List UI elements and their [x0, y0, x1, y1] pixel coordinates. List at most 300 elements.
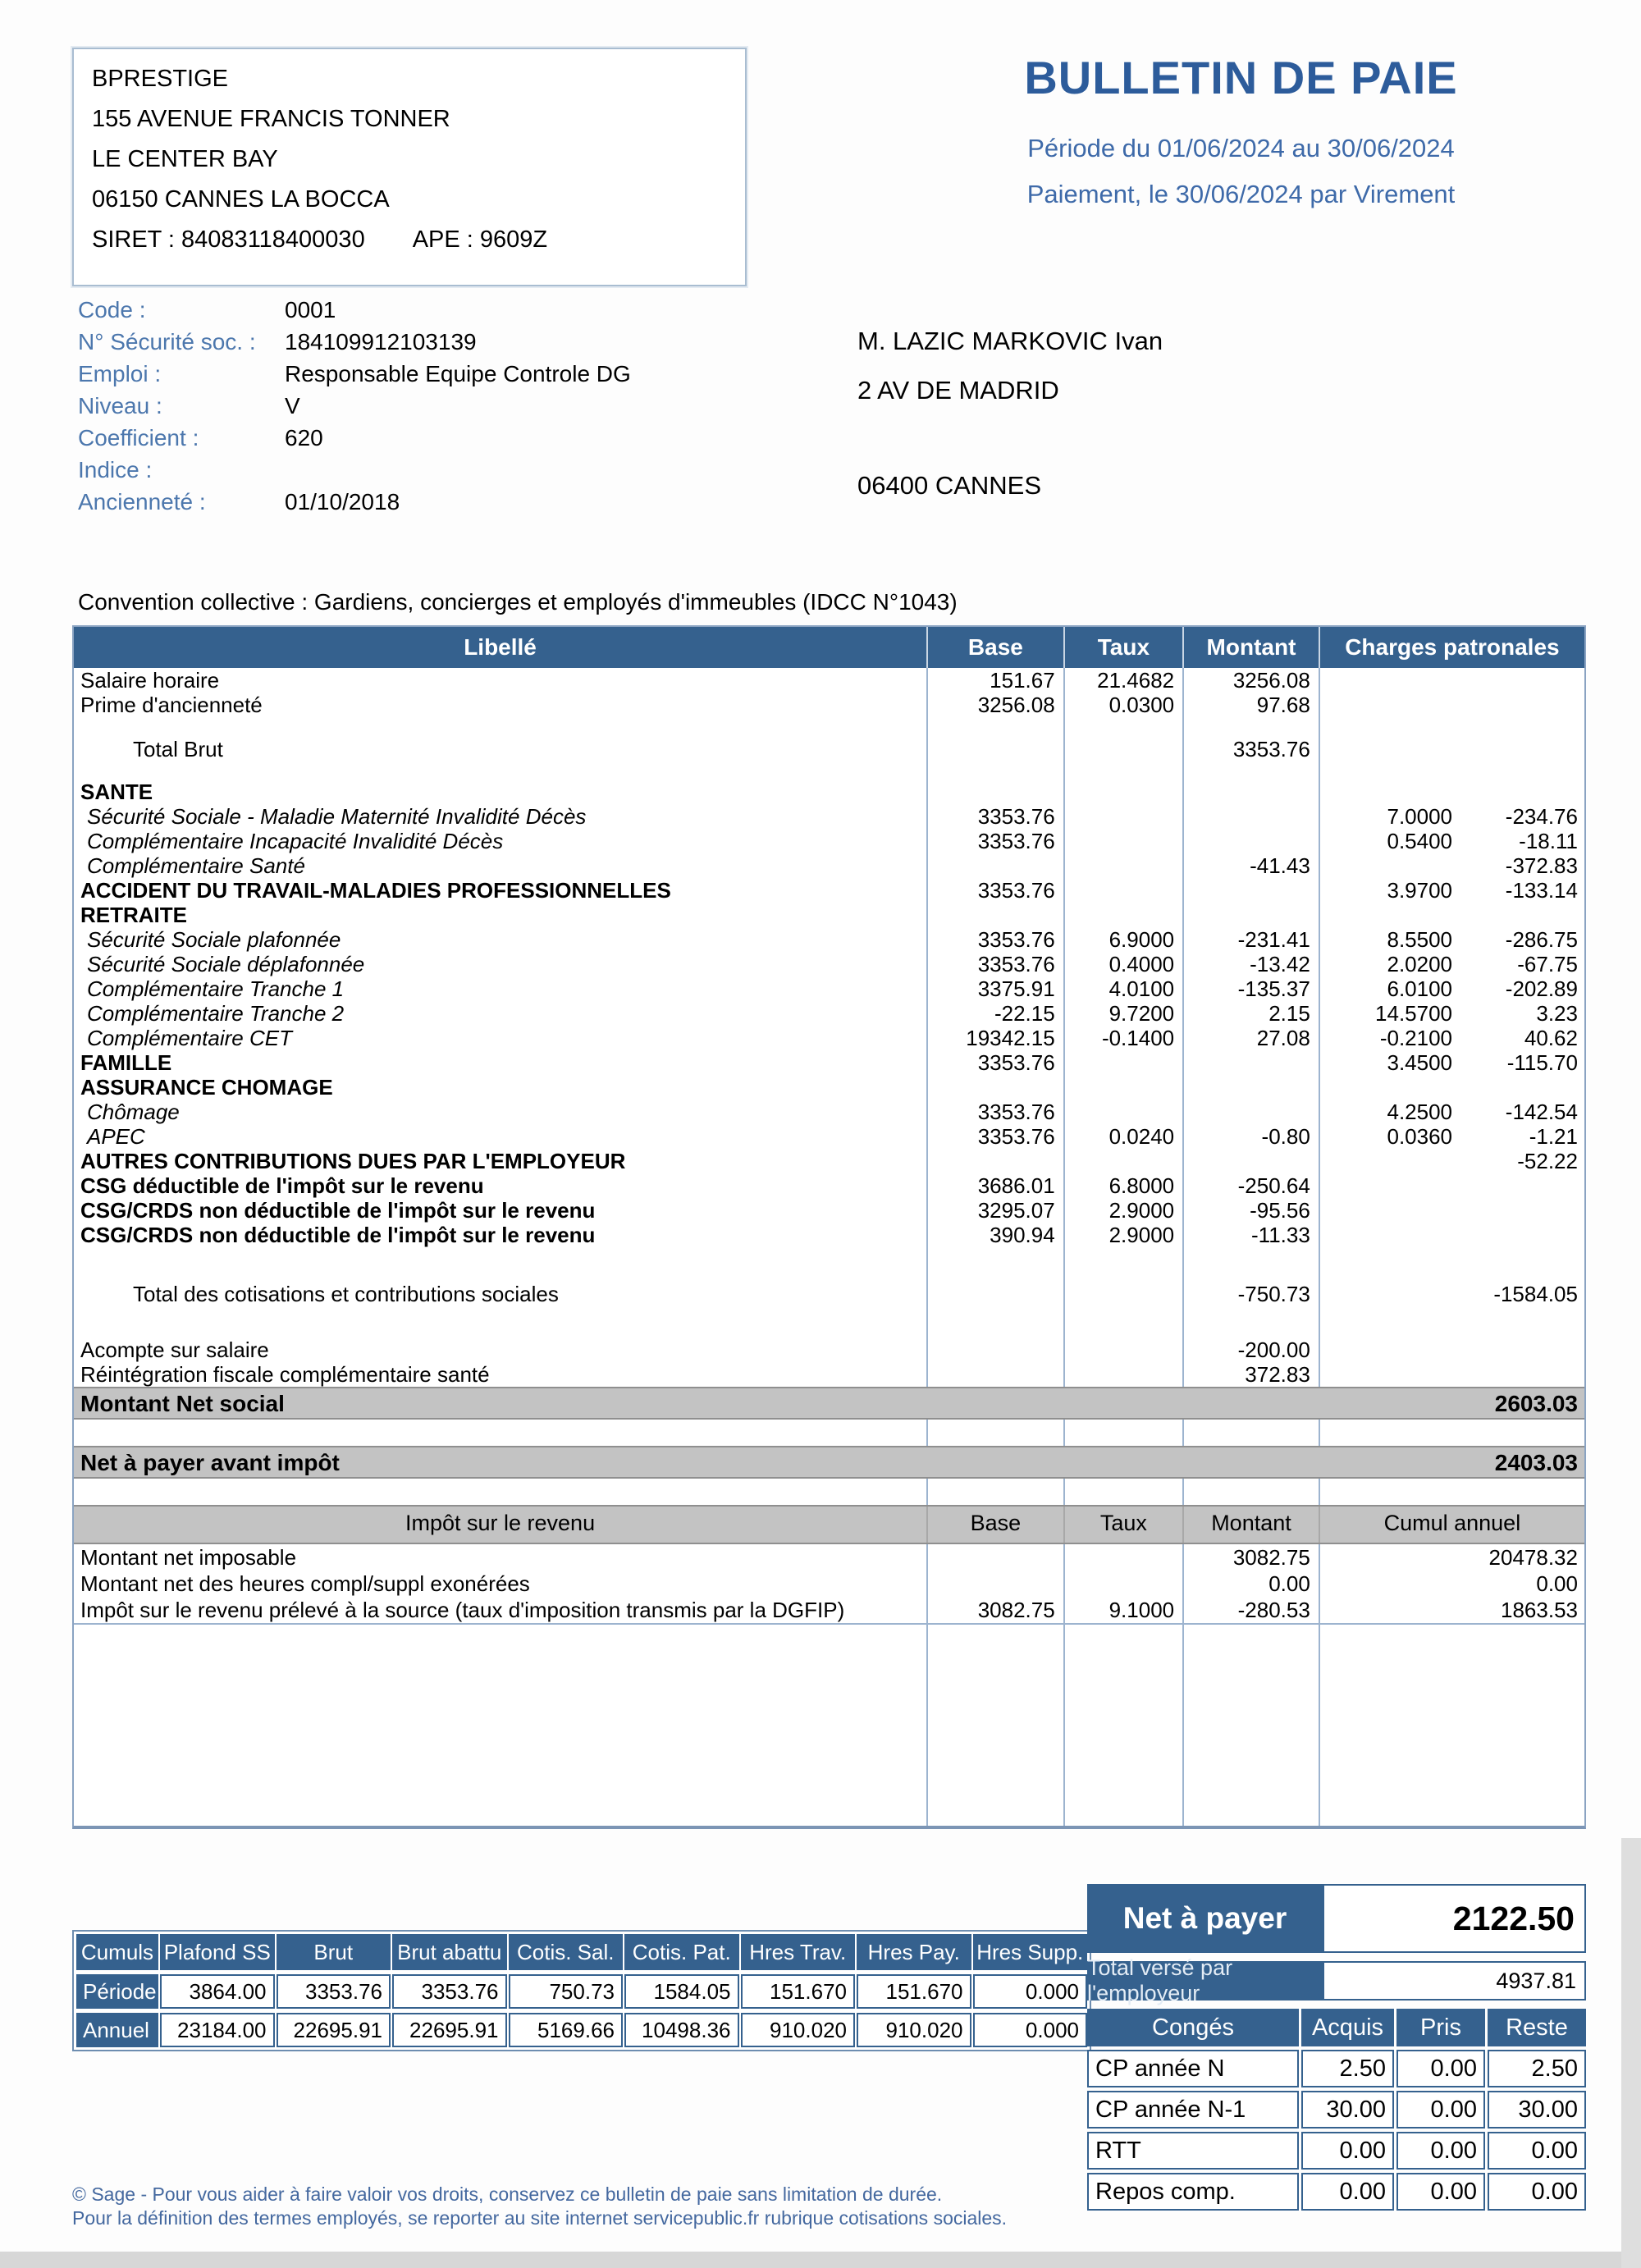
- row-employer-rate: 0.5400: [1387, 829, 1453, 853]
- row-employer-amount: -52.22: [1517, 1149, 1578, 1173]
- pay-period: Période du 01/06/2024 au 30/06/2024: [1027, 134, 1455, 162]
- totals-value-cell: 151.670: [741, 1974, 856, 2009]
- tax-row-base: 3082.75: [928, 1597, 1065, 1623]
- info-row: [78, 358, 631, 390]
- row-employer-amount: -1584.05: [1493, 1282, 1578, 1306]
- row-base: [928, 1337, 1065, 1362]
- row-label: Complémentaire Tranche 1: [74, 976, 928, 1001]
- page-title: BULLETIN DE PAIE: [1024, 52, 1458, 103]
- totals-header-cell: Cotis. Sal.: [509, 1934, 624, 1970]
- row-label: FAMILLE: [74, 1050, 928, 1075]
- table-row: [74, 1026, 1584, 1050]
- row-montant: [1184, 1050, 1320, 1075]
- totals-header-cell: Brut: [277, 1934, 391, 1970]
- info-label: Ancienneté :: [78, 489, 206, 514]
- info-label: Coefficient :: [78, 425, 199, 450]
- tax-row-montant: 3082.75: [1184, 1544, 1320, 1571]
- leave-row-label: RTT: [1087, 2132, 1299, 2170]
- totals-value-cell: 910.020: [857, 2013, 971, 2047]
- employer-address-1: 155 AVENUE FRANCIS TONNER: [92, 106, 450, 132]
- row-taux: [1065, 1075, 1184, 1100]
- row-base: [928, 737, 1065, 761]
- info-row: [78, 390, 631, 422]
- leave-header-cell: Reste: [1488, 2009, 1586, 2046]
- spacer-row: [74, 761, 1584, 780]
- row-employer-amount: [1460, 1247, 1584, 1282]
- row-montant: -0.80: [1184, 1124, 1320, 1149]
- employer-siret: SIRET : 84083118400030: [92, 226, 365, 253]
- row-label: [74, 717, 928, 737]
- table-row: [74, 1075, 1584, 1100]
- row-base: 3353.76: [928, 1100, 1065, 1124]
- tax-row-taux: [1065, 1544, 1184, 1571]
- row-base: [928, 780, 1065, 804]
- row-employer-amount: [1460, 668, 1584, 693]
- row-employer-rate: 3.4500: [1387, 1050, 1453, 1075]
- table-row: [74, 780, 1584, 804]
- row-taux: 0.0240: [1065, 1124, 1184, 1149]
- row-taux: -0.1400: [1065, 1026, 1184, 1050]
- row-montant: 3353.76: [1184, 737, 1320, 761]
- net-pay-row: [1087, 1884, 1586, 1953]
- tax-col-base: Base: [928, 1507, 1065, 1543]
- table-row: [74, 903, 1584, 927]
- tax-row-cumul: 1863.53: [1501, 1598, 1578, 1622]
- row-label: Sécurité Sociale plafonnée: [74, 927, 928, 952]
- info-value: 0001: [285, 297, 336, 322]
- employee-city: 06400 CANNES: [857, 471, 1042, 500]
- totals-row-label: Annuel: [76, 2013, 158, 2047]
- row-montant: -231.41: [1184, 927, 1320, 952]
- footer: [72, 2183, 1007, 2230]
- net-before-tax-label: Net à payer avant impôt: [80, 1450, 340, 1475]
- row-label: Total des cotisations et contributions sociales: [74, 1282, 928, 1306]
- row-taux: 6.9000: [1065, 927, 1184, 952]
- row-label: ACCIDENT DU TRAVAIL-MALADIES PROFESSIONNELLES: [74, 878, 928, 903]
- tax-row-montant: -280.53: [1184, 1597, 1320, 1623]
- row-employer-amount: [1460, 737, 1584, 761]
- net-pay-block: [1087, 1884, 1586, 2211]
- row-label: SANTE: [74, 780, 928, 804]
- info-row: [78, 326, 631, 358]
- pay-table-header: [74, 627, 1584, 668]
- employer-total-label: Total versé par l'employeur: [1087, 1961, 1323, 2001]
- tax-row-base: [928, 1571, 1065, 1597]
- table-row: [74, 927, 1584, 952]
- row-employer-amount: [1460, 717, 1584, 737]
- row-montant: 2.15: [1184, 1001, 1320, 1026]
- row-label: Sécurité Sociale déplafonnée: [74, 952, 928, 976]
- info-value: 620: [285, 425, 323, 450]
- row-employer-amount: [1460, 903, 1584, 927]
- row-taux: 21.4682: [1065, 668, 1184, 693]
- collective-agreement: Convention collective : Gardiens, concierges et employés d'immeubles (IDCC N°1043): [78, 589, 958, 615]
- tax-row-taux: 9.1000: [1065, 1597, 1184, 1623]
- table-row: [74, 668, 1584, 693]
- totals-row-label: Période: [76, 1974, 158, 2009]
- row-taux: [1065, 878, 1184, 903]
- row-employer-amount: [1460, 1306, 1584, 1337]
- row-montant: 3256.08: [1184, 668, 1320, 693]
- leave-header-cell: Acquis: [1301, 2009, 1394, 2046]
- row-label: [74, 761, 928, 780]
- leave-value-cell: 0.00: [1488, 2173, 1586, 2211]
- row-taux: [1065, 1282, 1184, 1306]
- row-montant: [1184, 829, 1320, 853]
- income-tax-row: [74, 1597, 1584, 1623]
- row-employer-amount: [1460, 761, 1584, 780]
- row-taux: [1065, 1100, 1184, 1124]
- row-employer-rate: [1320, 737, 1460, 761]
- row-employer-rate: [1320, 1337, 1460, 1362]
- tax-row-base: [928, 1544, 1065, 1571]
- row-base: 3375.91: [928, 976, 1065, 1001]
- info-value: Responsable Equipe Controle DG: [285, 361, 631, 386]
- row-montant: [1184, 780, 1320, 804]
- row-taux: [1065, 1247, 1184, 1282]
- row-employer-amount: [1460, 1223, 1584, 1247]
- row-taux: [1065, 761, 1184, 780]
- tax-row-label: Impôt sur le revenu prélevé à la source (taux d'imposition transmis par la DGFIP): [74, 1597, 928, 1623]
- info-row: [78, 294, 631, 326]
- income-tax-header: [74, 1505, 1584, 1544]
- table-row: [74, 1149, 1584, 1173]
- table-row: [74, 1223, 1584, 1247]
- net-social-label: Montant Net social: [80, 1391, 285, 1416]
- info-label: N° Sécurité soc. :: [78, 329, 256, 354]
- table-row: [74, 1337, 1584, 1362]
- col-header-montant: Montant: [1184, 627, 1320, 668]
- page-right-edge: [1621, 1838, 1641, 2268]
- info-label: Indice :: [78, 457, 153, 482]
- row-montant: -95.56: [1184, 1198, 1320, 1223]
- col-header-taux: Taux: [1065, 627, 1184, 668]
- row-employer-amount: 40.62: [1524, 1026, 1578, 1050]
- tax-row-montant: 0.00: [1184, 1571, 1320, 1597]
- table-row: [74, 829, 1584, 853]
- row-employer-rate: [1320, 1198, 1460, 1223]
- table-row: [74, 1362, 1584, 1387]
- row-taux: 0.4000: [1065, 952, 1184, 976]
- row-base: 3353.76: [928, 878, 1065, 903]
- income-tax-row: [74, 1571, 1584, 1597]
- row-base: 3353.76: [928, 927, 1065, 952]
- page-bottom-edge: [0, 2252, 1641, 2268]
- leave-value-cell: 0.00: [1488, 2132, 1586, 2170]
- info-row: [78, 486, 631, 518]
- row-base: [928, 717, 1065, 737]
- row-taux: [1065, 780, 1184, 804]
- row-montant: [1184, 804, 1320, 829]
- employer-address-3: 06150 CANNES LA BOCCA: [92, 186, 390, 213]
- totals-header-cell: Hres Supp.: [973, 1934, 1088, 1970]
- row-label: AUTRES CONTRIBUTIONS DUES PAR L'EMPLOYEUR: [74, 1149, 928, 1173]
- leave-value-cell: 0.00: [1301, 2132, 1394, 2170]
- row-label: Salaire horaire: [74, 668, 928, 693]
- row-employer-rate: [1320, 853, 1460, 878]
- totals-value-cell: 0.000: [973, 2013, 1088, 2047]
- totals-value-cell: 5169.66: [509, 2013, 624, 2047]
- pay-table: [72, 625, 1586, 1829]
- row-employer-rate: 6.0100: [1387, 976, 1453, 1001]
- row-employer-rate: 8.5500: [1387, 927, 1453, 952]
- row-base: 3353.76: [928, 1124, 1065, 1149]
- tax-row-cumul: 0.00: [1536, 1571, 1578, 1596]
- row-label: [74, 1306, 928, 1337]
- row-employer-rate: 3.9700: [1387, 878, 1453, 903]
- col-header-base: Base: [928, 627, 1065, 668]
- row-taux: [1065, 853, 1184, 878]
- row-base: 3353.76: [928, 1050, 1065, 1075]
- totals-table: [72, 1930, 1091, 2051]
- row-label: CSG/CRDS non déductible de l'impôt sur le revenu: [74, 1223, 928, 1247]
- row-label: Réintégration fiscale complémentaire santé: [74, 1362, 928, 1387]
- row-employer-amount: [1460, 1198, 1584, 1223]
- leave-header-cell: Pris: [1396, 2009, 1485, 2046]
- row-employer-amount: [1460, 780, 1584, 804]
- row-employer-amount: [1460, 1075, 1584, 1100]
- employer-total-row: [1087, 1955, 1586, 2005]
- row-montant: -13.42: [1184, 952, 1320, 976]
- tax-row-label: Montant net des heures compl/suppl exonérées: [74, 1571, 928, 1597]
- totals-value-cell: 22695.91: [277, 2013, 391, 2047]
- row-montant: [1184, 878, 1320, 903]
- row-taux: [1065, 737, 1184, 761]
- employer-address-2: LE CENTER BAY: [92, 146, 278, 172]
- tax-row-taux: [1065, 1571, 1184, 1597]
- row-montant: -41.43: [1184, 853, 1320, 878]
- row-employer-amount: -133.14: [1505, 878, 1578, 903]
- row-montant: [1184, 761, 1320, 780]
- info-label: Emploi :: [78, 361, 162, 386]
- tax-col-cumul: Cumul annuel: [1383, 1511, 1521, 1535]
- row-employer-amount: -115.70: [1506, 1050, 1578, 1075]
- row-label: Acompte sur salaire: [74, 1337, 928, 1362]
- row-taux: [1065, 1337, 1184, 1362]
- table-row: [74, 737, 1584, 761]
- leave-value-cell: 0.00: [1396, 2132, 1485, 2170]
- table-row: [74, 976, 1584, 1001]
- row-base: [928, 1282, 1065, 1306]
- totals-value-cell: 3864.00: [160, 1974, 275, 2009]
- leave-row-label: CP année N-1: [1087, 2091, 1299, 2129]
- row-base: [928, 761, 1065, 780]
- row-taux: [1065, 804, 1184, 829]
- table-row: [74, 1124, 1584, 1149]
- tax-row-cumul: 20478.32: [1488, 1545, 1578, 1570]
- row-employer-rate: [1320, 717, 1460, 737]
- row-base: 3353.76: [928, 952, 1065, 976]
- row-employer-amount: [1460, 1362, 1584, 1387]
- info-label: Niveau :: [78, 393, 162, 418]
- totals-header-cell: Plafond SS: [160, 1934, 275, 1970]
- row-label: CSG déductible de l'impôt sur le revenu: [74, 1173, 928, 1198]
- tax-col-montant: Montant: [1184, 1507, 1320, 1543]
- payment-date: Paiement, le 30/06/2024 par Virement: [1026, 180, 1456, 208]
- row-employer-rate: [1320, 761, 1460, 780]
- leave-value-cell: 0.00: [1301, 2173, 1394, 2211]
- row-taux: [1065, 829, 1184, 853]
- row-label: Total Brut: [74, 737, 928, 761]
- row-base: 3353.76: [928, 804, 1065, 829]
- totals-value-cell: 1584.05: [624, 1974, 739, 2009]
- totals-value-cell: 750.73: [509, 1974, 624, 2009]
- row-label: [74, 1247, 928, 1282]
- spacer-row: [74, 1420, 1584, 1446]
- row-taux: 9.7200: [1065, 1001, 1184, 1026]
- net-before-tax-value: 2403.03: [1494, 1450, 1578, 1475]
- row-base: [928, 1247, 1065, 1282]
- leave-row-label: CP année N: [1087, 2050, 1299, 2087]
- row-employer-rate: [1320, 1223, 1460, 1247]
- employer-box: [72, 48, 747, 286]
- row-base: [928, 1362, 1065, 1387]
- totals-value-cell: 3353.76: [392, 1974, 507, 2009]
- row-employer-rate: [1320, 1306, 1460, 1337]
- row-label: Complémentaire CET: [74, 1026, 928, 1050]
- row-employer-rate: 0.0360: [1387, 1124, 1453, 1149]
- income-tax-body: [74, 1544, 1584, 1625]
- row-employer-amount: -18.11: [1519, 829, 1578, 853]
- row-label: Complémentaire Incapacité Invalidité Décès: [74, 829, 928, 853]
- row-base: [928, 1075, 1065, 1100]
- row-employer-amount: -142.54: [1505, 1100, 1578, 1124]
- leave-header-cell: Congés: [1087, 2009, 1299, 2046]
- row-employer-amount: [1460, 693, 1584, 717]
- row-montant: -135.37: [1184, 976, 1320, 1001]
- totals-header-cell: Cotis. Pat.: [624, 1934, 739, 1970]
- tax-row-label: Montant net imposable: [74, 1544, 928, 1571]
- row-taux: [1065, 1050, 1184, 1075]
- row-base: [928, 903, 1065, 927]
- totals-header-cell: Hres Pay.: [857, 1934, 971, 1970]
- employer-ape: APE : 9609Z: [412, 226, 548, 253]
- row-label: Chômage: [74, 1100, 928, 1124]
- row-label: Complémentaire Santé: [74, 853, 928, 878]
- spacer-row: [74, 1247, 1584, 1282]
- row-base: 3686.01: [928, 1173, 1065, 1198]
- row-montant: -11.33: [1184, 1223, 1320, 1247]
- row-montant: -250.64: [1184, 1173, 1320, 1198]
- employee-name: M. LAZIC MARKOVIC Ivan: [857, 327, 1163, 355]
- net-pay-label: Net à payer: [1087, 1884, 1323, 1953]
- row-employer-rate: [1320, 1247, 1460, 1282]
- row-label: RETRAITE: [74, 903, 928, 927]
- row-base: 151.67: [928, 668, 1065, 693]
- table-row: [74, 952, 1584, 976]
- leave-value-cell: 30.00: [1488, 2091, 1586, 2129]
- row-montant: [1184, 1247, 1320, 1282]
- row-taux: [1065, 1306, 1184, 1337]
- row-montant: [1184, 1306, 1320, 1337]
- row-base: -22.15: [928, 1001, 1065, 1026]
- table-row: [74, 1173, 1584, 1198]
- tax-col-taux: Taux: [1065, 1507, 1184, 1543]
- totals-header-cell: Brut abattu: [392, 1934, 507, 1970]
- table-row: [74, 878, 1584, 903]
- totals-grid: [74, 1932, 1090, 2050]
- row-montant: -750.73: [1184, 1282, 1320, 1306]
- table-row: [74, 1100, 1584, 1124]
- spacer-row: [74, 717, 1584, 737]
- employer-siret-line: [92, 220, 745, 260]
- row-employer-amount: -234.76: [1505, 804, 1578, 829]
- row-employer-amount: [1460, 1337, 1584, 1362]
- leave-value-cell: 0.00: [1396, 2173, 1485, 2211]
- row-label: Complémentaire Tranche 2: [74, 1001, 928, 1026]
- footer-line-1: © Sage - Pour vous aider à faire valoir vos droits, conservez ce bulletin de paie sans limitation de durée.: [72, 2183, 943, 2205]
- row-employer-rate: [1320, 780, 1460, 804]
- table-empty-area: [74, 1625, 1584, 1826]
- totals-value-cell: 3353.76: [277, 1974, 391, 2009]
- totals-value-cell: 151.670: [857, 1974, 971, 2009]
- pay-table-body: [74, 668, 1584, 1387]
- spacer-row: [74, 1479, 1584, 1505]
- row-taux: [1065, 1149, 1184, 1173]
- table-row: [74, 804, 1584, 829]
- employee-info-block: [78, 294, 631, 518]
- table-row: [74, 1001, 1584, 1026]
- net-before-tax-band: [74, 1446, 1584, 1479]
- row-employer-amount: -372.83: [1505, 853, 1578, 878]
- row-base: 3353.76: [928, 829, 1065, 853]
- leave-value-cell: 2.50: [1488, 2050, 1586, 2087]
- row-montant: 372.83: [1184, 1362, 1320, 1387]
- info-value: 184109912103139: [285, 329, 477, 354]
- row-taux: [1065, 1362, 1184, 1387]
- row-employer-rate: [1320, 1149, 1460, 1173]
- row-label: Sécurité Sociale - Maladie Maternité Invalidité Décès: [74, 804, 928, 829]
- info-label: Code :: [78, 297, 146, 322]
- row-taux: 2.9000: [1065, 1223, 1184, 1247]
- table-row: [74, 1198, 1584, 1223]
- title-block: [894, 51, 1588, 209]
- row-montant: 97.68: [1184, 693, 1320, 717]
- leave-value-cell: 30.00: [1301, 2091, 1394, 2129]
- row-employer-rate: 4.2500: [1387, 1100, 1453, 1124]
- info-value: V: [285, 393, 300, 418]
- leave-value-cell: 0.00: [1396, 2091, 1485, 2129]
- row-employer-rate: [1320, 903, 1460, 927]
- info-value: 01/10/2018: [285, 489, 400, 514]
- row-employer-rate: 2.0200: [1387, 952, 1453, 976]
- row-employer-rate: 7.0000: [1387, 804, 1453, 829]
- tax-col-libelle: Impôt sur le revenu: [74, 1507, 928, 1543]
- net-pay-value: 2122.50: [1323, 1884, 1586, 1953]
- row-base: 390.94: [928, 1223, 1065, 1247]
- row-base: 3295.07: [928, 1198, 1065, 1223]
- table-row: [74, 853, 1584, 878]
- row-montant: [1184, 1149, 1320, 1173]
- row-taux: 2.9000: [1065, 1198, 1184, 1223]
- spacer-row: [74, 1306, 1584, 1337]
- row-employer-amount: -286.75: [1505, 927, 1578, 952]
- row-label: Prime d'ancienneté: [74, 693, 928, 717]
- employee-street: 2 AV DE MADRID: [857, 376, 1059, 405]
- totals-header-cell: Hres Trav.: [741, 1934, 856, 1970]
- row-montant: [1184, 903, 1320, 927]
- row-employer-rate: -0.2100: [1379, 1026, 1453, 1050]
- col-header-charges: Charges patronales: [1345, 634, 1560, 660]
- row-montant: [1184, 1100, 1320, 1124]
- leave-table: [1087, 2009, 1586, 2211]
- totals-value-cell: 910.020: [741, 2013, 856, 2047]
- row-employer-amount: -67.75: [1517, 952, 1578, 976]
- net-social-value: 2603.03: [1494, 1391, 1578, 1416]
- row-base: 3256.08: [928, 693, 1065, 717]
- info-row: [78, 454, 631, 486]
- row-base: 19342.15: [928, 1026, 1065, 1050]
